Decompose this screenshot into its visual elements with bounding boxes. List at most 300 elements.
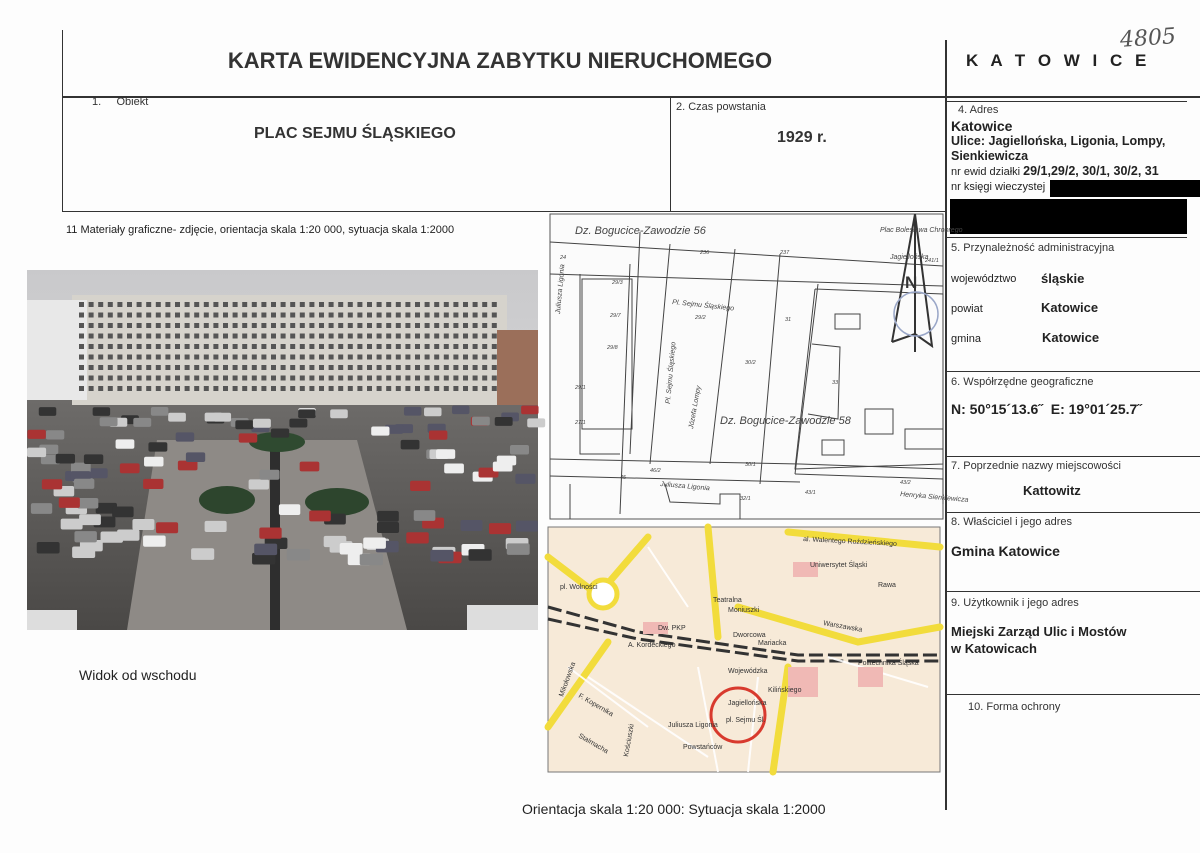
car	[521, 406, 538, 415]
car	[39, 407, 56, 416]
map-street-label: Dworcowa	[733, 632, 766, 639]
building-window	[156, 344, 161, 349]
address-city: Katowice	[951, 118, 1013, 134]
building-window	[338, 323, 343, 328]
building-window	[204, 386, 209, 391]
building-window	[357, 302, 362, 307]
car	[27, 448, 46, 458]
building-window	[146, 355, 151, 360]
car	[404, 407, 421, 416]
coordinates-label: 6. Współrzędne geograficzne	[951, 376, 1094, 388]
car	[42, 479, 62, 489]
user-label: 9. Użytkownik i jego adres	[951, 597, 1079, 609]
building-window	[194, 313, 199, 318]
admin-label: 5. Przynależność administracyjna	[951, 242, 1115, 254]
building-window	[444, 323, 449, 328]
north-label: N	[905, 273, 918, 292]
building-window	[204, 365, 209, 370]
building-window	[444, 365, 449, 370]
building-window	[463, 313, 468, 318]
parcel-number: 31	[785, 317, 792, 323]
building-window	[242, 386, 247, 391]
map-street-label: Kościuszki	[623, 723, 636, 758]
car	[71, 463, 91, 473]
building-window	[89, 334, 94, 339]
car	[460, 520, 482, 531]
building-window	[223, 355, 228, 360]
building-window	[281, 313, 286, 318]
building-window	[117, 323, 122, 328]
admin-value-municipality: Katowice	[1042, 330, 1100, 345]
address-label: 4. Adres	[958, 104, 999, 116]
building-window	[165, 323, 170, 328]
building-window	[405, 365, 410, 370]
map-street-label: Mikołowska	[558, 661, 578, 698]
building-window	[463, 323, 468, 328]
land-register-label: nr księgi wieczystej	[951, 181, 1046, 193]
building-window	[367, 334, 372, 339]
building-window	[233, 323, 238, 328]
building-window	[117, 365, 122, 370]
building-window	[98, 355, 103, 360]
object-name: PLAC SEJMU ŚLĄSKIEGO	[254, 125, 456, 142]
building-window	[386, 323, 391, 328]
right-sep	[947, 456, 1200, 457]
building-window	[329, 334, 334, 339]
building-window	[425, 323, 430, 328]
building-window	[482, 355, 487, 360]
building-window	[165, 334, 170, 339]
building-window	[290, 323, 295, 328]
building-window	[444, 302, 449, 307]
building-window	[444, 334, 449, 339]
building-window	[463, 344, 468, 349]
building-window	[185, 334, 190, 339]
building-window	[319, 365, 324, 370]
building-window	[137, 334, 142, 339]
building-window	[89, 355, 94, 360]
building-window	[79, 323, 84, 328]
building-window	[127, 313, 132, 318]
building-window	[396, 386, 401, 391]
building-window	[185, 376, 190, 381]
building-window	[281, 334, 286, 339]
map-street-label: pl. Sejmu Śl.	[726, 717, 766, 724]
car	[84, 454, 103, 464]
building-window	[108, 323, 113, 328]
building-window	[453, 302, 458, 307]
building-window	[165, 344, 170, 349]
building-window	[473, 302, 478, 307]
creation-time-value: 1929 r.	[777, 129, 827, 146]
parcel-number: 29/7	[610, 313, 621, 319]
building-window	[223, 334, 228, 339]
building-window	[252, 365, 257, 370]
building-window	[185, 365, 190, 370]
building-window	[79, 386, 84, 391]
building-window	[165, 313, 170, 318]
building-window	[434, 376, 439, 381]
city-heading: K A T O W I C E	[966, 51, 1151, 70]
building-window	[434, 386, 439, 391]
map-street-label: Teatralna	[713, 597, 742, 604]
frame-top	[62, 96, 1200, 98]
right-sep	[947, 237, 1187, 238]
car	[493, 462, 513, 472]
building-window	[271, 355, 276, 360]
building-window	[281, 376, 286, 381]
car	[77, 498, 98, 509]
car	[516, 521, 538, 532]
building-window	[415, 334, 420, 339]
building-window	[281, 386, 286, 391]
admin-key-municipality: gmina	[951, 333, 981, 345]
building-window	[156, 355, 161, 360]
building-window	[396, 355, 401, 360]
building-window	[146, 302, 151, 307]
car	[168, 413, 186, 422]
building-window	[309, 313, 314, 318]
map-street-label: Dw. PKP	[658, 625, 686, 632]
building-window	[309, 355, 314, 360]
building-window	[405, 313, 410, 318]
building-window	[223, 386, 228, 391]
building-window	[338, 355, 343, 360]
building-window	[405, 302, 410, 307]
building-window	[377, 376, 382, 381]
building-window	[348, 365, 353, 370]
map-street-label: Powstańców	[683, 744, 723, 751]
building-window	[415, 355, 420, 360]
building-window	[290, 344, 295, 349]
plan-street-label: Pl. Sejmu Śląskiego	[671, 299, 735, 313]
car	[191, 548, 214, 560]
building-window	[194, 386, 199, 391]
parcel-number: 241/1	[925, 258, 939, 264]
building-window	[204, 376, 209, 381]
car	[93, 407, 110, 416]
building-window	[233, 313, 238, 318]
redacted-block	[950, 199, 1187, 234]
car	[116, 439, 135, 448]
building-window	[319, 323, 324, 328]
admin-key-voivodeship: województwo	[951, 273, 1017, 285]
building-window	[473, 365, 478, 370]
parcel-number: 43/2	[900, 480, 911, 486]
building-window	[463, 365, 468, 370]
building-window	[444, 386, 449, 391]
building-window	[213, 344, 218, 349]
building-window	[396, 334, 401, 339]
object-label: 1. Obiekt	[92, 96, 149, 108]
car	[100, 417, 118, 426]
building-window	[89, 313, 94, 318]
plan-street-label: Juliusza Ligonia	[659, 481, 711, 493]
building-window	[261, 365, 266, 370]
building-window	[348, 334, 353, 339]
building-window	[175, 365, 180, 370]
building-window	[156, 302, 161, 307]
building-window	[329, 376, 334, 381]
building-window	[434, 355, 439, 360]
building-window	[175, 376, 180, 381]
building-window	[223, 376, 228, 381]
building-window	[127, 323, 132, 328]
building-window	[453, 344, 458, 349]
building-window	[319, 355, 324, 360]
building-window	[338, 302, 343, 307]
building-window	[89, 386, 94, 391]
building-window	[271, 334, 276, 339]
building-window	[444, 355, 449, 360]
building-window	[137, 323, 142, 328]
car	[46, 430, 64, 439]
building-window	[492, 313, 497, 318]
building-window	[213, 323, 218, 328]
building-window	[309, 302, 314, 307]
car	[472, 417, 490, 426]
building-window	[185, 323, 190, 328]
building-window	[300, 386, 305, 391]
car	[249, 479, 269, 489]
building-window	[98, 344, 103, 349]
building-window	[434, 334, 439, 339]
building-window	[386, 355, 391, 360]
building-window	[290, 355, 295, 360]
building-window	[194, 344, 199, 349]
building-window	[492, 386, 497, 391]
building-window	[473, 323, 478, 328]
protection-label: 10. Forma ochrony	[968, 701, 1061, 713]
building-window	[79, 344, 84, 349]
building-window	[271, 344, 276, 349]
building-window	[377, 302, 382, 307]
building-window	[213, 334, 218, 339]
car	[144, 457, 163, 467]
building-window	[367, 344, 372, 349]
car	[151, 407, 168, 416]
building-window	[415, 365, 420, 370]
building-window	[98, 376, 103, 381]
building-window	[367, 386, 372, 391]
building-window	[338, 386, 343, 391]
building-window	[492, 323, 497, 328]
building-window	[98, 323, 103, 328]
car	[377, 511, 399, 522]
car	[287, 549, 310, 561]
building-window	[117, 386, 122, 391]
building-window	[329, 313, 334, 318]
plots-row	[951, 164, 1159, 178]
building-window	[98, 365, 103, 370]
parcel-number: 32/1	[740, 496, 751, 502]
building-window	[271, 386, 276, 391]
building-window	[357, 334, 362, 339]
building-window	[319, 386, 324, 391]
building-window	[357, 323, 362, 328]
redacted-land-register	[1050, 180, 1200, 197]
car	[429, 431, 447, 440]
building-window	[204, 344, 209, 349]
building-window	[213, 302, 218, 307]
building-window	[252, 344, 257, 349]
building-window	[146, 376, 151, 381]
address-streets: Ulice: Jagiellońska, Ligonia, Lompy,	[951, 134, 1166, 148]
building-window	[473, 376, 478, 381]
building-window	[242, 334, 247, 339]
building-window	[194, 323, 199, 328]
building-window	[434, 302, 439, 307]
building-window	[386, 313, 391, 318]
building-window	[492, 344, 497, 349]
building-window	[338, 376, 343, 381]
building-window	[261, 344, 266, 349]
car	[371, 427, 389, 436]
coordinates-value: N: 50°15´13.6˝ E: 19°01´25.7˝	[951, 401, 1142, 417]
parcel-number: 24	[560, 255, 567, 261]
plots-label: nr ewid działki	[951, 166, 1021, 178]
building-window	[463, 355, 468, 360]
building-window	[79, 376, 84, 381]
owner-label: 8. Właściciel i jego adres	[951, 516, 1073, 528]
building-window	[386, 334, 391, 339]
car	[31, 503, 52, 514]
building-window	[463, 386, 468, 391]
building-window	[357, 355, 362, 360]
plan-street-label: Henryka Sienkiewicza	[899, 491, 969, 504]
building-window	[377, 323, 382, 328]
car	[176, 432, 194, 441]
building-window	[165, 302, 170, 307]
car	[37, 542, 60, 553]
building-window	[137, 355, 142, 360]
building-window	[242, 365, 247, 370]
building-window	[175, 386, 180, 391]
plan-street-label: Dz. Bogucice-Zawodzie 56	[575, 225, 706, 237]
building-window	[377, 365, 382, 370]
right-sep	[947, 101, 1187, 102]
parcel-number: 29/2	[695, 315, 706, 321]
car	[132, 519, 154, 530]
admin-value-county: Katowice	[1041, 300, 1099, 315]
building-window	[329, 302, 334, 307]
building-window	[482, 365, 487, 370]
car	[330, 409, 348, 418]
building-window	[146, 313, 151, 318]
parcel-number: 30/1	[745, 462, 756, 468]
building-window	[127, 386, 132, 391]
car	[254, 544, 277, 555]
frame-row2-bottom	[62, 211, 946, 212]
building-window	[89, 376, 94, 381]
building-window	[261, 355, 266, 360]
car	[360, 554, 383, 566]
building-window	[79, 302, 84, 307]
plan-street-label: Juliusza Ligonia	[555, 263, 567, 315]
plan-street-label: Plac Bolesława Chrobrego	[880, 227, 963, 234]
parcel-number: 29/3	[612, 280, 623, 286]
right-sep	[947, 512, 1200, 513]
building-window	[386, 365, 391, 370]
building-window	[348, 386, 353, 391]
car	[515, 474, 535, 484]
creation-time-label: 2. Czas powstania	[676, 101, 766, 113]
building-window	[473, 334, 478, 339]
building-window	[425, 376, 430, 381]
building-window	[290, 386, 295, 391]
building-window	[425, 313, 430, 318]
building-window	[300, 334, 305, 339]
building-window	[348, 302, 353, 307]
building-window	[127, 365, 132, 370]
building-window	[492, 302, 497, 307]
building-window	[425, 334, 430, 339]
building-window	[127, 376, 132, 381]
car	[120, 463, 140, 473]
building-window	[261, 386, 266, 391]
building-window	[185, 355, 190, 360]
building-window	[338, 344, 343, 349]
address-streets-cont: Sienkiewicza	[951, 149, 1029, 163]
car	[401, 440, 420, 449]
building-window	[453, 323, 458, 328]
plan-street-label: Pl. Sejmu Śląskiego	[665, 341, 678, 405]
right-sep	[947, 371, 1200, 372]
car	[430, 550, 453, 562]
car	[406, 532, 428, 543]
building-window	[223, 365, 228, 370]
building-window	[300, 313, 305, 318]
building-window	[223, 344, 228, 349]
building-window	[453, 313, 458, 318]
building-window	[290, 302, 295, 307]
building-window	[108, 313, 113, 318]
plan-street-label: Józefa Lompy	[688, 385, 703, 430]
building-window	[434, 313, 439, 318]
map-street-label: Wojewódzka	[728, 668, 768, 675]
building-window	[242, 355, 247, 360]
photo-plac-sejmu	[27, 270, 538, 630]
building-window	[233, 376, 238, 381]
building-window	[290, 365, 295, 370]
building-window	[492, 376, 497, 381]
parcel-number: 46/2	[650, 468, 661, 474]
building-window	[108, 302, 113, 307]
building-window	[156, 365, 161, 370]
building-window	[348, 313, 353, 318]
building-window	[319, 376, 324, 381]
building-window	[329, 344, 334, 349]
car	[112, 507, 133, 518]
former-names-label: 7. Poprzednie nazwy miejscowości	[951, 460, 1121, 472]
building-window	[223, 313, 228, 318]
building-window	[300, 302, 305, 307]
building-window	[309, 386, 314, 391]
building-window	[271, 313, 276, 318]
car	[72, 546, 95, 558]
building-window	[357, 344, 362, 349]
building-window	[175, 344, 180, 349]
building-window	[194, 376, 199, 381]
car	[178, 461, 198, 471]
map-street-label: Uniwersytet Śląski	[810, 562, 868, 569]
map-street-label: pl. Wolności	[560, 584, 598, 591]
building-window	[252, 355, 257, 360]
car	[424, 408, 442, 417]
building-window	[309, 344, 314, 349]
building-window	[482, 376, 487, 381]
building-window	[281, 355, 286, 360]
